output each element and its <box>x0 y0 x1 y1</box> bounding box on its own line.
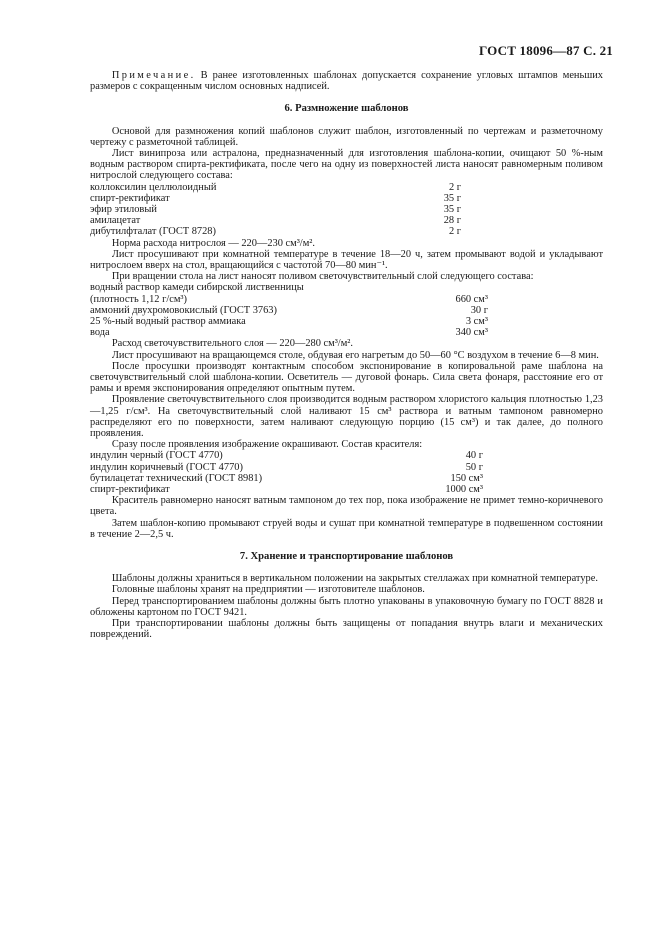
section-7-title: 7. Хранение и транспортирование шаблонов <box>239 550 454 562</box>
section-6-paragraph-5: Лист просушивают на вращающемся столе, обдувая его нагретым до 50—60 °С воздухом в течение 6—8 мин. <box>111 349 599 361</box>
formula-line <box>90 484 603 495</box>
formula-line <box>90 327 603 338</box>
formula-line <box>90 215 603 226</box>
section-7-paragraph-3: Перед транспортированием шаблоны должны быть плотно упакованы в упаковочную бумагу по ГОСТ 8828 и обложены картоном по ГОСТ 9421. <box>90 595 603 618</box>
section-6-paragraph-6: После просушки производят контактным способом экспонирование в копировальной раме шаблона на светочувствительный слой шаблона-копии. Осветитель — дуговой фонарь. Сила света фонаря, расстояние его от рамы и время экспонирования определяют опытным путем. <box>90 360 603 395</box>
ingredient-amount: 35 г <box>443 204 461 215</box>
ingredient-amount: 2 г <box>448 181 461 193</box>
ingredient-name: вода <box>90 327 110 339</box>
section-6-paragraph-8: Сразу после проявления изображение окрашивают. Состав красителя: <box>111 439 423 451</box>
section-7-paragraph-2: Головные шаблоны хранят на предприятии — изготовителе шаблонов. <box>111 584 425 596</box>
note-label: Примечание. <box>111 70 196 81</box>
ingredient-name: (плотность 1,12 г/см³) <box>90 293 188 305</box>
ingredient-name: спирт-ректификат <box>90 483 170 495</box>
ingredient-name: дибутилфталат (ГОСТ 8728) <box>90 226 216 238</box>
ingredient-name: спирт-ректификат <box>90 192 170 204</box>
ingredient-amount: 28 г <box>443 215 461 227</box>
section-7-paragraph-1: Шаблоны должны храниться в вертикальном положении на закрытых стеллажах при комнатной температуре. <box>111 573 598 585</box>
photosensitive-layer-formula <box>90 282 603 338</box>
formula-line <box>90 226 603 237</box>
dye-formula <box>90 450 603 495</box>
formula-line <box>90 305 603 316</box>
section-6-paragraph-10: Затем шаблон-копию промывают струей воды и сушат при комнатной температуре в подвешенном состоянии в течение 2—2,5 ч. <box>90 517 603 540</box>
nitro-layer-formula <box>90 182 603 238</box>
section-6-paragraph-9: Краситель равномерно наносят ватным тампоном до тех пор, пока изображение не примет темно-коричневого цвета. <box>90 495 603 518</box>
ingredient-name: индулин коричневый (ГОСТ 4770) <box>90 461 243 473</box>
formula-line <box>90 316 603 327</box>
ingredient-name: индулин черный (ГОСТ 4770) <box>90 450 223 462</box>
ingredient-amount: 40 г <box>465 450 483 462</box>
photosensitive-layer-norm: Расход светочувствительного слоя — 220—280 см³/м². <box>111 338 353 350</box>
ingredient-amount: 340 см³ <box>455 327 488 339</box>
ingredient-name: 25 %-ный водный раствор аммиака <box>90 315 246 327</box>
ingredient-amount: 50 г <box>465 461 483 473</box>
formula-line <box>90 450 603 461</box>
ingredient-name: аммоний двухромовокислый (ГОСТ 3763) <box>90 304 277 316</box>
ingredient-amount: 35 г <box>443 192 461 204</box>
section-6-title: 6. Размножение шаблонов <box>284 103 409 115</box>
formula-line <box>90 182 603 193</box>
section-6-paragraph-3: Лист просушивают при комнатной температуре в течение 18—20 ч, затем промывают водой и укладывают нитрослоем вверх на стол, вращающийся с частотой 70—80 мин⁻¹. <box>90 248 603 271</box>
ingredient-amount: 1000 см³ <box>445 483 483 495</box>
ingredient-amount: 660 см³ <box>455 293 488 305</box>
formula-line <box>90 473 603 484</box>
page-content <box>90 70 603 640</box>
ingredient-name: амилацетат <box>90 215 141 227</box>
formula-head: водный раствор камеди сибирской лиственницы <box>90 282 304 294</box>
page-header: ГОСТ 18096—87 С. 21 <box>479 43 613 58</box>
formula-line <box>90 193 603 204</box>
section-6-paragraph-7: Проявление светочувствительного слоя производится водным раствором хлористого кальция плотностью 1,23—1,25 г/см³. На светочувствительный слой наливают 15 см³ раствора и ватным тампоном равномерно распределяют его по поверхности, затем наливают следующую порцию (15 см³) и так далее, до полного проявления. <box>90 394 603 439</box>
ingredient-amount: 2 г <box>448 226 461 238</box>
ingredient-name: бутилацетат технический (ГОСТ 8981) <box>90 472 263 484</box>
section-6-paragraph-4: При вращении стола на лист наносят поливом светочувствительный слой следующего состава: <box>111 271 534 283</box>
ingredient-amount: 150 см³ <box>450 472 483 484</box>
ingredient-amount: 30 г <box>470 304 488 316</box>
ingredient-amount: 3 см³ <box>465 315 488 327</box>
section-6-paragraph-2: Лист винипроза или астралона, предназначенный для изготовления шаблона-копии, очищают 50 %-ным водным раствором спирта-ректификата, после чего на одну из поверхностей листа наносят равномерным поливом нитрослой следующего состава: <box>90 148 603 182</box>
note-paragraph <box>90 70 603 92</box>
section-6-paragraph-1: Основой для размножения копий шаблонов служит шаблон, изготовленный по чертежам и разметочному чертежу с разметочной таблицей. <box>90 125 603 148</box>
section-7-paragraph-4: При транспортировании шаблоны должны быть защищены от попадания внутрь влаги и механических повреждений. <box>90 617 603 641</box>
ingredient-name: эфир этиловый <box>90 204 157 215</box>
note-text: В ранее изготовленных шаблонах допускается сохранение угловых штампов меньших размеров с сокращенным числом основных надписей. <box>90 70 603 93</box>
ingredient-name: коллоксилин целлюлоидный <box>90 181 217 193</box>
formula-line <box>90 462 603 473</box>
formula-line <box>90 294 603 305</box>
nitro-layer-norm: Норма расхода нитрослоя — 220—230 см³/м². <box>111 237 315 249</box>
formula-line <box>90 204 603 215</box>
